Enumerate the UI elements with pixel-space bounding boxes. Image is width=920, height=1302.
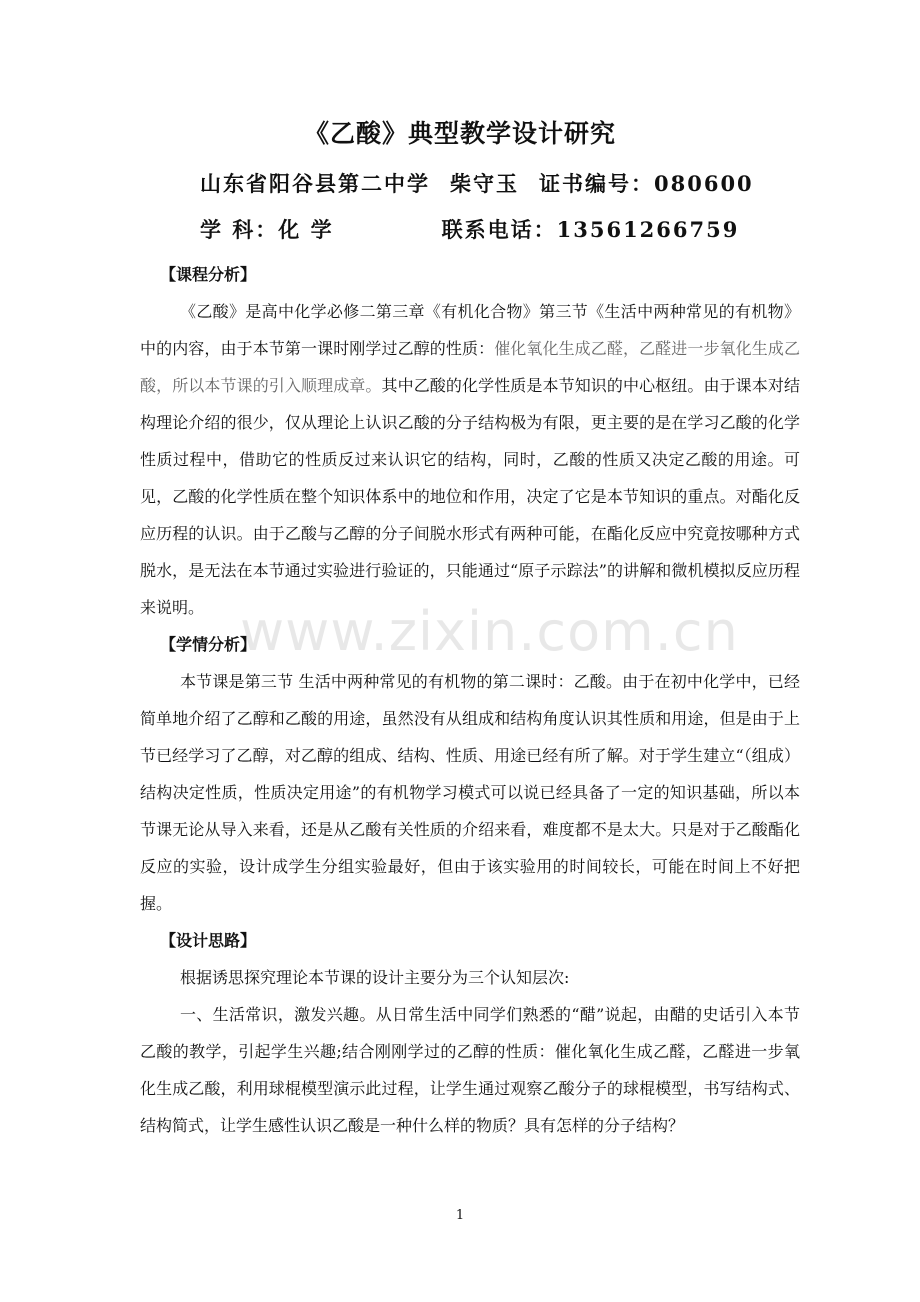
page-number: 1 — [455, 1208, 465, 1223]
section-heading-design-idea: 【设计思路】 — [160, 931, 257, 950]
author-line — [200, 168, 754, 198]
student-analysis-paragraph: 本节课是第三节 生活中两种常见的有机物的第二课时：乙酸。由于在初中化学中，已经简单地介绍了乙醇和乙酸的用途，虽然没有从组成和结构角度认识其性质和用途，但是由于上节已经学习了乙醇，对乙醇的组成、结构、性质、用途已经有所了解。对于学生建立“（组成）结构决定性质，性质决定用途”的有机物学习模式可以说已经具备了一定的知识基础，所以本节课无论从导入来看，还是从乙酸有关性质的介绍来看，难度都不是太大。只是对于乙酸酯化反应的实验，设计成学生分组实验最好，但由于该实验用的时间较长，可能在时间上不好把握。 — [140, 672, 800, 913]
contact-phone: 联系电话：13561266759 — [441, 217, 740, 242]
course-analysis-text-a: 《乙酸》是高中化学必修二第三章《有机化合物》第三节《生活中两种常见的有机物》中的内容，由于本节第一课时刚学过乙醇的性质： — [140, 302, 800, 358]
document-title: 《乙酸》典型教学设计研究 — [303, 119, 616, 148]
section-heading-student-analysis: 【学情分析】 — [160, 635, 257, 654]
document-body — [140, 256, 800, 1144]
watermark-text: www.zixin.com.cn — [240, 600, 739, 663]
design-idea-intro: 根据诱思探究理论本节课的设计主要分为三个认知层次: — [180, 968, 570, 987]
subject-label: 学 科：化 学 — [200, 217, 334, 242]
subject-line — [200, 214, 739, 244]
school-name: 山东省阳谷县第二中学 — [200, 171, 430, 196]
course-analysis-paragraph — [140, 293, 800, 626]
section-heading-course-analysis: 【课程分析】 — [160, 265, 257, 284]
certificate-number: 证书编号：080600 — [539, 171, 754, 196]
design-idea-point-1: 一、生活常识，激发兴趣。从日常生活中同学们熟悉的“醋”说起，由醋的史话引入本节乙酸的教学，引起学生兴趣;结合刚刚学过的乙醇的性质：催化氧化生成乙醛，乙醛进一步氧化生成乙酸，利用球棍模型演示此过程，让学生通过观察乙酸分子的球棍模型，书写结构式、结构简式，让学生感性认识乙酸是一种什么样的物质？具有怎样的分子结构？ — [140, 1005, 800, 1135]
course-analysis-text-b: 催化氧化生成乙醛，乙醛进一步氧化生成乙酸，所以本节课的引入顺理成章。 — [140, 339, 800, 395]
course-analysis-text-c: 其中乙酸的化学性质是本节知识的中心枢纽。由于课本对结构理论介绍的很少，仅从理论上认识乙酸的分子结构极为有限，更主要的是在学习乙酸的化学性质过程中，借助它的性质反过来认识它的结构，同时，乙酸的性质又决定乙酸的用途。可见，乙酸的化学性质在整个知识体系中的地位和作用，决定了它是本节知识的重点。对酯化反应历程的认识。由于乙酸与乙醇的分子间脱水形式有两种可能，在酯化反应中究竟按哪种方式脱水，是无法在本节通过实验进行验证的，只能通过“原子示踪法”的讲解和微机模拟反应历程来说明。 — [140, 376, 800, 617]
author-name: 柴守玉 — [450, 171, 519, 196]
